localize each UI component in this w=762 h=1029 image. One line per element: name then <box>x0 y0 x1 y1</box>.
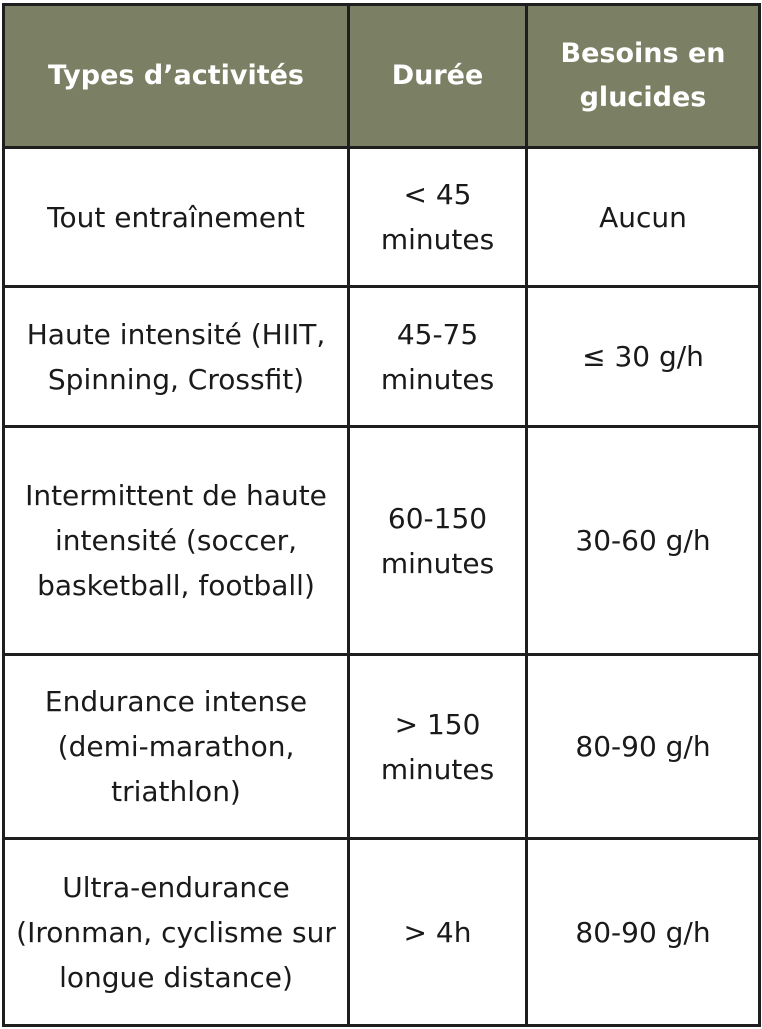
cell-activity: Endurance intense (demi-marathon, triathlon) <box>4 655 349 839</box>
cell-duration: < 45 minutes <box>349 148 527 287</box>
cell-activity: Ultra-endurance (Ironman, cyclisme sur longue distance) <box>4 839 349 1026</box>
cell-carbs: Aucun <box>527 148 760 287</box>
table-row <box>4 427 760 655</box>
cell-carbs: 80-90 g/h <box>527 839 760 1026</box>
header-activity-type: Types d’activités <box>4 5 349 148</box>
cell-carbs: ≤ 30 g/h <box>527 287 760 427</box>
table-row <box>4 655 760 839</box>
cell-duration: 45-75 minutes <box>349 287 527 427</box>
cell-carbs: 80-90 g/h <box>527 655 760 839</box>
cell-activity: Intermittent de haute intensité (soccer, basketball, football) <box>4 427 349 655</box>
carb-needs-table <box>2 3 761 1027</box>
header-carb-needs: Besoins en glucides <box>527 5 760 148</box>
cell-duration: > 150 minutes <box>349 655 527 839</box>
table-row <box>4 839 760 1026</box>
cell-activity: Tout entraînement <box>4 148 349 287</box>
cell-duration: > 4h <box>349 839 527 1026</box>
table-header-row <box>4 5 760 148</box>
table-row <box>4 287 760 427</box>
header-duration: Durée <box>349 5 527 148</box>
cell-carbs: 30-60 g/h <box>527 427 760 655</box>
carb-needs-table-container <box>2 3 758 1024</box>
cell-duration: 60-150 minutes <box>349 427 527 655</box>
table-row <box>4 148 760 287</box>
cell-activity: Haute intensité (HIIT, Spinning, Crossfit) <box>4 287 349 427</box>
